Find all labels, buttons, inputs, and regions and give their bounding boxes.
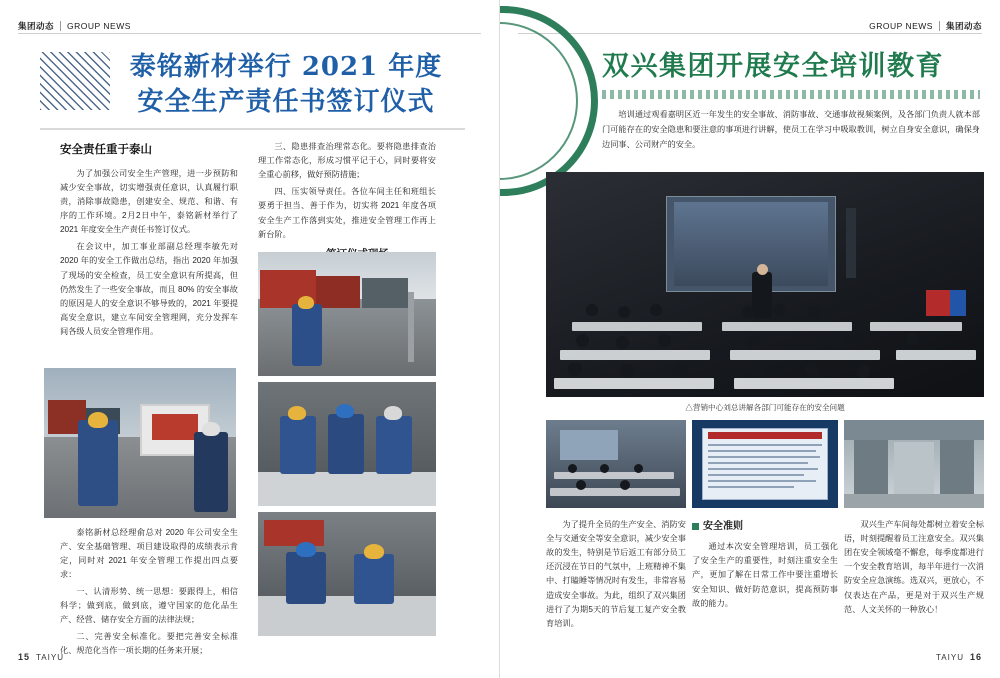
folio-left xyxy=(18,652,64,662)
left-column-2 xyxy=(258,140,436,266)
left-col2-para-2: 四、压实领导责任。各位车间主任和班组长要勇于担当、善于作为，切实将 2021 年度各项安全生产工作落到实处，推进安全管理工作再上新台阶。 xyxy=(258,187,436,239)
right-col1-para-1: 为了提升全员的生产安全、消防安全与交通安全等安全意识，减少安全事故的发生，特别是节后返工有部分员工还沉浸在节日的气氛中，上班精神不集中、打瞌睡等情况时有发生，非常容易造成安全事故。为此，组织了双兴集团进行了为期5天的节后复工复产安全教育培训。 xyxy=(546,520,686,628)
right-column-1 xyxy=(546,518,686,634)
left-title-line2: 安全生产责任书签订仪式 xyxy=(137,86,435,117)
folio-right-number: 16 xyxy=(969,652,982,662)
left-bottom-para-3: 二、完善安全标准化。要把完善安全标准化、规范化当作一项长期的任务来开展； xyxy=(60,631,238,655)
photo-right-small-2 xyxy=(692,420,838,508)
right-col2-heading xyxy=(692,518,838,535)
folio-right xyxy=(936,652,982,662)
running-head-divider xyxy=(60,21,61,31)
right-column-2 xyxy=(692,518,838,614)
right-intro-para: 培训通过观看嘉明区近一年发生的安全事故、消防事故、交通事故视频案例，及各部门负责人就本部门可能存在的安全隐患和要注意的事项进行讲解，使员工在学习中吸取教训，树立自身安全意识，确保身边同事、公司财产的安全。 xyxy=(602,110,980,149)
photo-left-2 xyxy=(258,252,436,376)
photo-left-3 xyxy=(258,382,436,506)
left-page-title xyxy=(106,50,466,120)
folio-right-label: TAIYU xyxy=(936,652,964,662)
title-rule-left xyxy=(40,128,465,130)
title-dash-decoration xyxy=(602,90,980,99)
header-rule-left xyxy=(18,33,481,34)
right-column-3 xyxy=(844,518,984,620)
right-page xyxy=(500,0,1000,678)
right-col2-para-1: 通过本次安全管理培训，员工强化了安全生产的重要性，时刻注重安全生产，更加了解在日常工作中要注重增长安全知识、做好防范意识，提高预防事故的能力。 xyxy=(692,542,838,608)
running-head-divider-right xyxy=(939,21,940,31)
photo-right-main xyxy=(546,172,984,397)
photo-right-main-caption: △营销中心刘总讲解各部门可能存在的安全问题 xyxy=(685,403,845,412)
left-bottom-text xyxy=(60,526,238,660)
running-head-right-en: GROUP NEWS xyxy=(869,21,933,31)
left-col1-para-2: 在会议中，加工事业部副总经理李敏先对 2020 年的安全工作做出总结，指出 2020 年加强了现场的安全检查，员工安全意识有所提高，但仍然发生了一些安全事故，而且 80% 的安全事故的原因是人的安全意识不够导致的，2021 年要提高安全意识，建立车间安全管理网，充分发挥车间各级人员安全管理作用。 xyxy=(60,242,238,336)
left-bottom-para-2: 一、认清形势、统一思想：要跟得上，相信科学；做到底，做到底，遵守国家的危化品生产、经营、储存安全方面的法律法规； xyxy=(60,586,238,624)
hatch-decoration xyxy=(40,52,110,110)
running-head-left-cn: 集团动态 xyxy=(18,21,55,31)
left-title-line1: 泰铭新材举行 2021 年度 xyxy=(129,52,443,82)
photo-left-1 xyxy=(44,368,236,518)
left-col1-para-1: 为了加强公司安全生产管理，进一步预防和减少安全事故，切实增强责任意识，认真履行职责，消除事故隐患，创建安全、规范、和谐、有序的工作环境。2月2日中午，泰铭新材举行了 2021 年度安全生产责任书签订仪式。 xyxy=(60,168,238,235)
right-intro xyxy=(602,108,980,152)
photo-right-small-3 xyxy=(844,420,984,508)
left-bottom-para-1: 泰铭新材总经理俞总对 2020 年公司安全生产、安全基础管理、项目建设取得的成绩表示肯定，同时对 2021 年安全管理工作提出四点要求： xyxy=(60,528,238,579)
running-head-left xyxy=(18,20,131,32)
right-col3-para-1: 双兴生产车间每处都树立着安全标语，时刻提醒着员工注意安全。双兴集团在安全领域毫不懈怠，每季度都进行一个安全教育培训，每半年进行一次消防安全应急演练。选双兴，更放心，不仅表达在产品，更是对于双兴生产规范、人文关怀的一种放心！ xyxy=(844,520,984,614)
left-subheading: 安全责任重于泰山 xyxy=(60,142,152,156)
right-col2-heading-text: 安全准则 xyxy=(703,521,743,532)
running-head-left-en: GROUP NEWS xyxy=(67,21,131,31)
left-col2-para-1: 三、隐患排查治理常态化。要将隐患排查治理工作常态化，形成习惯平记于心，同时要将安全重心前移，做好预防措施； xyxy=(258,142,436,180)
running-head-right xyxy=(869,20,982,32)
photo-right-small-1 xyxy=(546,420,686,508)
running-head-right-cn: 集团动态 xyxy=(945,21,982,31)
folio-left-label: TAIYU xyxy=(36,652,64,662)
left-column-1 xyxy=(60,140,238,342)
header-rule-right xyxy=(518,33,982,34)
photo-left-4 xyxy=(258,512,436,636)
folio-left-number: 15 xyxy=(18,652,31,662)
square-bullet-icon xyxy=(692,523,699,530)
right-page-title: 双兴集团开展安全培训教育 xyxy=(602,51,944,82)
